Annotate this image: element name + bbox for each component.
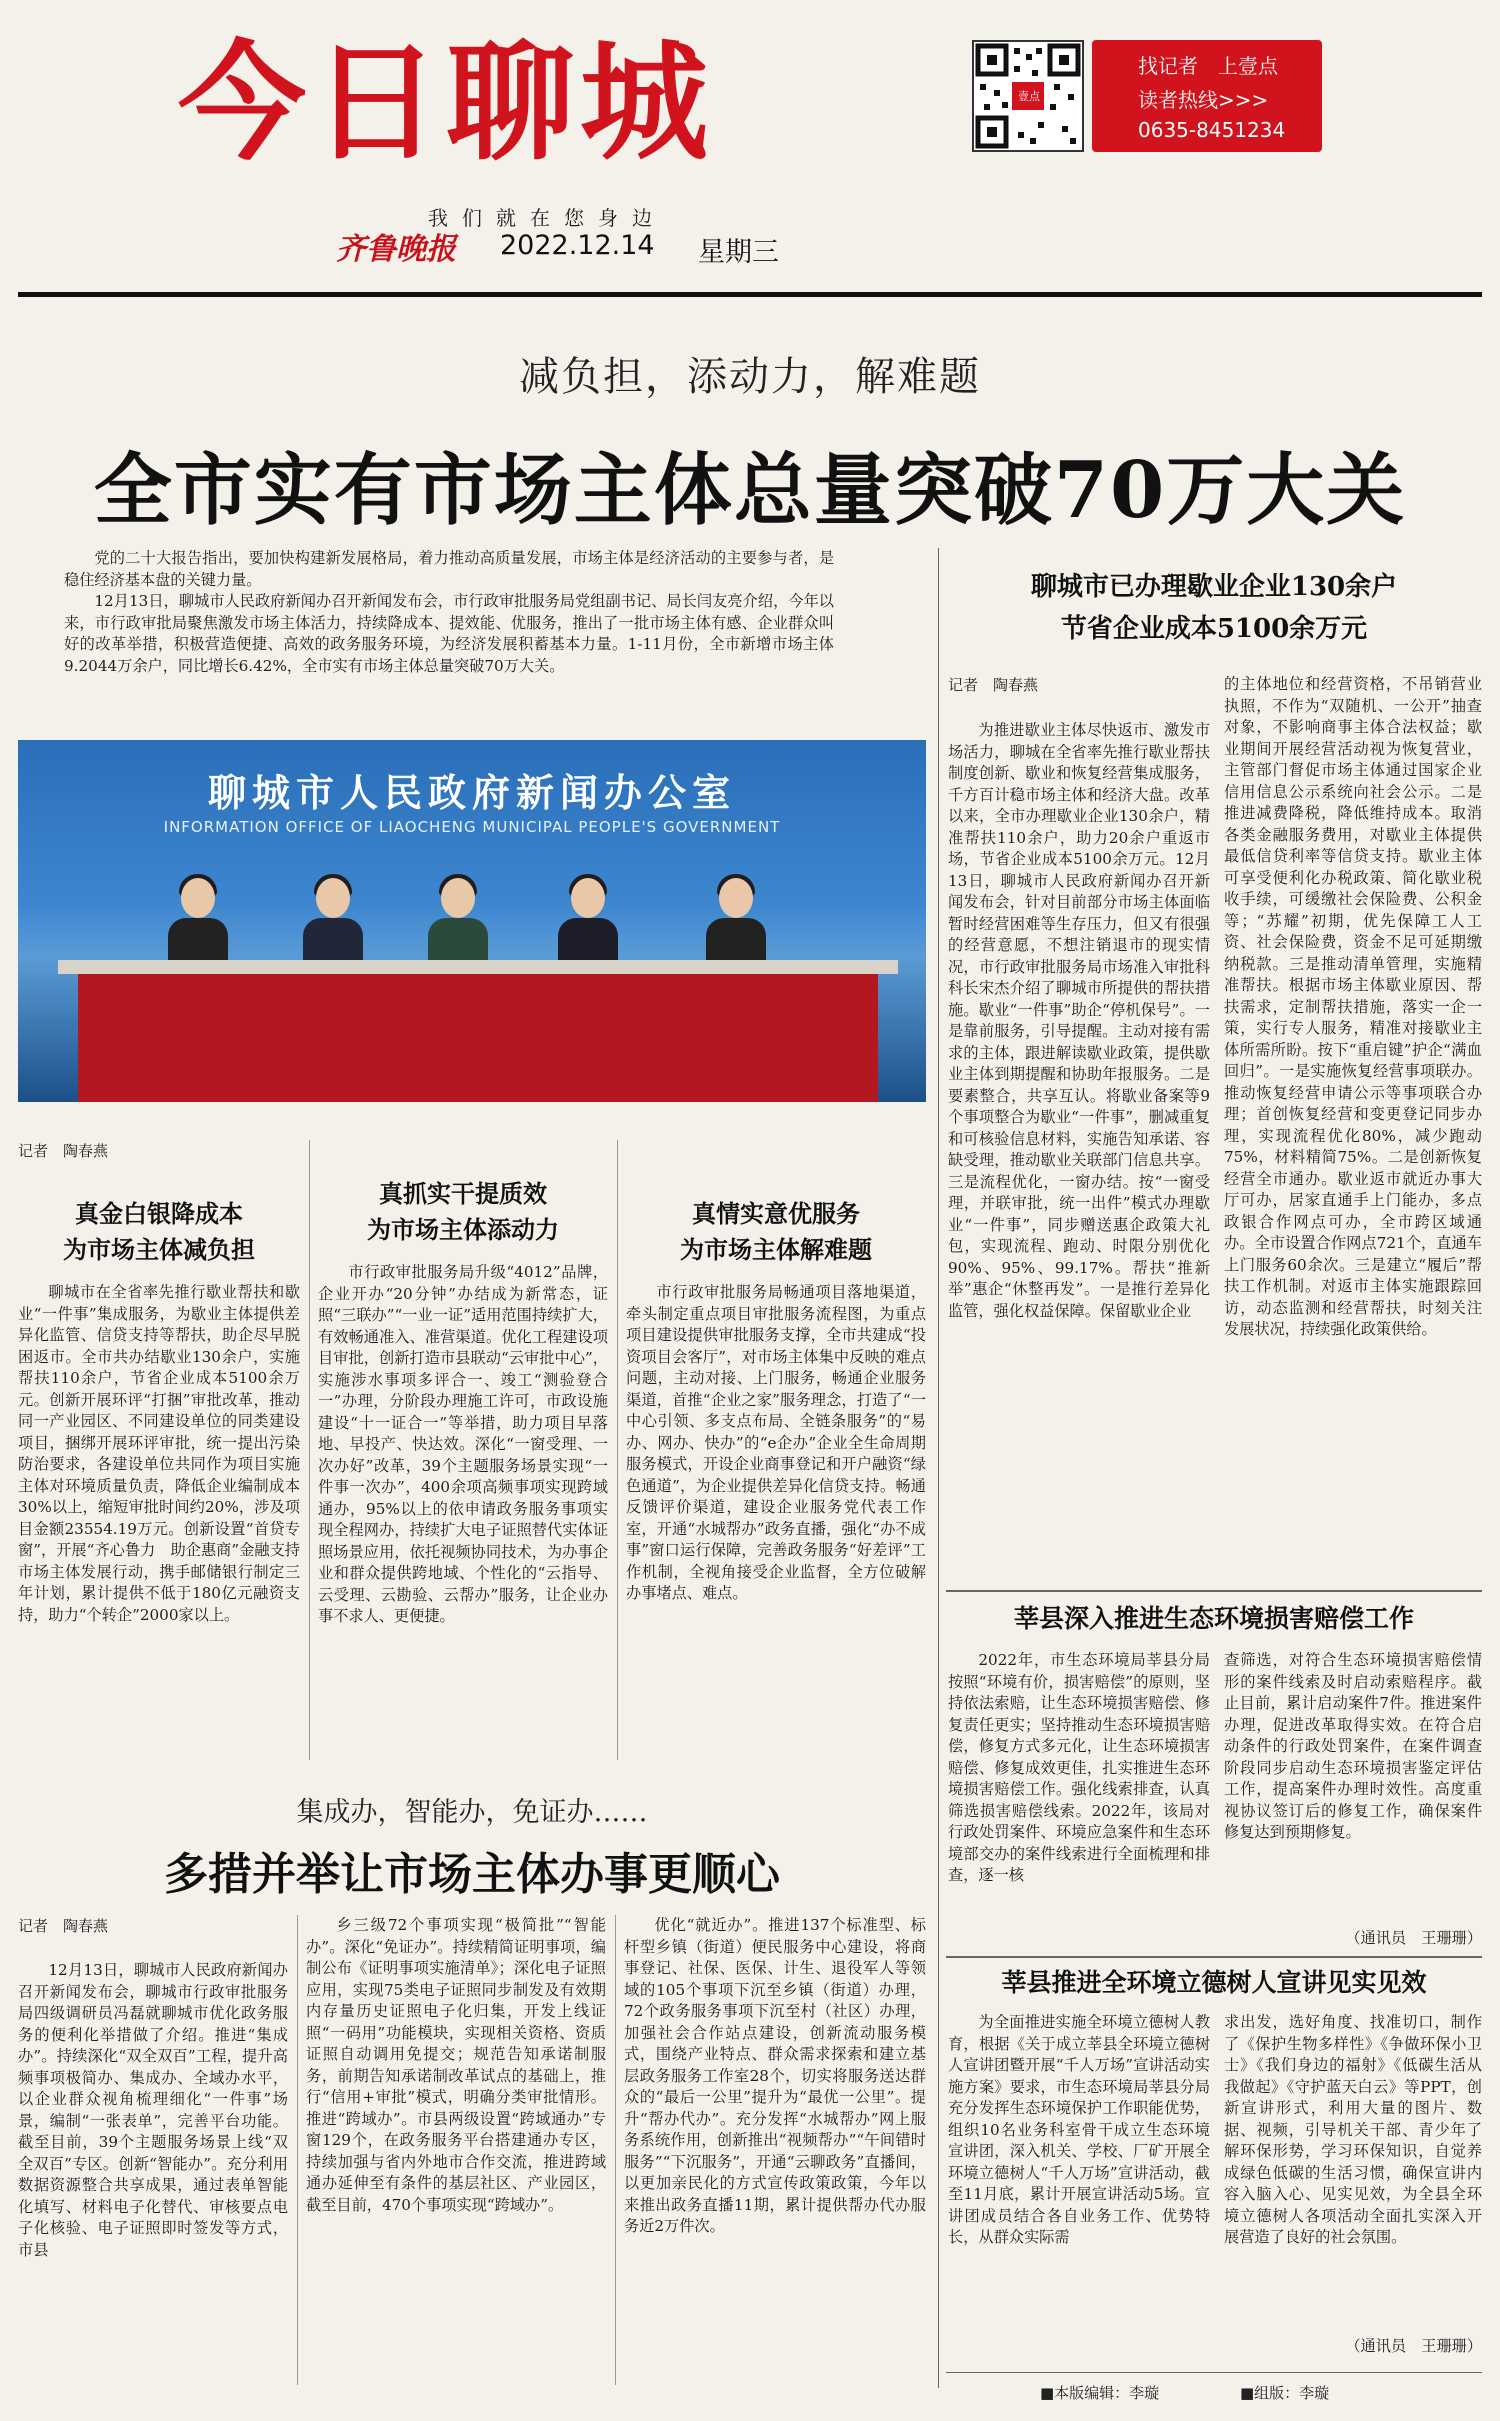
col1-headline bbox=[18, 1196, 300, 1268]
masthead-rule bbox=[18, 292, 1482, 297]
col3-paragraph: 市行政审批服务局畅通项目落地渠道，牵头制定重点项目审批服务流程图，为重点项目建设提供审批服务支撑，全市共建成“投资项目会客厅”，对市场主体集中反映的难点问题，主动对接、上门服务，畅通企业服务渠道，首推“企业之家”服务理念，打造了“一中心引领、多支点布局、全链条服务”的“易办、网办、快办”的“e企办”企业全生命周期服务模式，开设企业商事登记和开户融资“绿色通道”，为企业提供差异化信贷支持。畅通反馈评价渠道，建设企业服务党代表工作室，开通“水城帮办”政务直播，强化“办不成事”窗口运行保障，完善政务服务“好差评”工作机制，全视角接受企业监督，全方位破解办事堵点、难点。 bbox=[626, 1283, 926, 1602]
col1-paragraph: 聊城市在全省率先推行歇业帮扶和歇业“一件事”集成服务，为歇业主体提供差异化监管、信贷支持等帮扶，助企尽早脱困返市。全市共办结歇业130余户，实施帮扶110余户，节省企业成本5100余万元。创新开展环评“打捆”审批改革，推动同一产业园区、不同建设单位的同类建设项目，捆绑开展环评审批，统一提出污染防治要求，各建设单位共同作为项目实施主体对环境质量负责，降低企业编制成本30%以上，缩短审批时间约20%，涉及项目金额23554.19万元。创新设置“首贷专窗”，开展“齐心鲁力 助企惠商”金融支持市场主体发展行动，携手邮储银行制定三年计划，累计提供不低于180亿元融资支持，助力“个转企”2000家以上。 bbox=[18, 1283, 300, 1624]
contact-phone[interactable]: 0635-8451234 bbox=[1138, 118, 1286, 142]
second-col1-text bbox=[18, 1960, 288, 2261]
right-column-divider bbox=[938, 548, 939, 2388]
col2-paragraph: 市行政审批服务局升级“4012”品牌，企业开办“20分钟”办结成为新常态，证照“三联办”“一业一证”适用范围持续扩大，有效畅通准入、准营渠道。优化工程建设项目审批，创新打造市县联动“云审批中心”，实施涉水事项多评合一、竣工“测验登合一”办理，分阶段办理施工许可，市政设施建设“十一证合一”等举措，助力项目早落地、早投产、快达效。深化“一窗受理、一次办好”改革，39个主题服务场景实现“一件事一次办”，400余项高频事项实现跨域通办，95%以上的依申请政务服务事项实现全程网办，持续扩大电子证照替代实体证照场景应用，依托视频协同技术，为办事企业和群众提供跨地域、个性化的“云指导、云受理、云勘验、云帮办”服务，让企业办事不求人、更便捷。 bbox=[318, 1263, 608, 1625]
right-col2-text bbox=[1224, 674, 1482, 1341]
table-top bbox=[58, 960, 898, 974]
second-col2-paragraph: 乡三级72个事项实现“极简批”“智能办”。深化“免证办”。持续精简证明事项，编制公布《证明事项实施清单》；深化电子证照应用，实现75类电子证照同步制发及有效期内存量历史证照电子化归集，开发上线证照“一码用”功能模块，实现相关资格、资质证照自动调用免提交；规范告知承诺制服务，前期告知承诺制改革试点的基础上，推行“信用+审批”模式，明确分类审批情形。推进“跨域办”。市县两级设置“跨域通办”专窗129个，在政务服务平台搭建通办专区，持续加强与省内外地市合作交流，推进跨域通办延伸至有条件的基层社区、产业园区，截至目前，470个事项实现“跨域办”。 bbox=[306, 1916, 606, 2214]
issue-weekday: 星期三 bbox=[698, 237, 779, 268]
second-kicker: 集成办，智能办，免证办…… bbox=[296, 1797, 648, 1828]
second-headline: 多措并举让市场主体办事更顺心 bbox=[164, 1849, 780, 1900]
right-headline-line2: 节省企业成本5100余万元 bbox=[1060, 614, 1368, 644]
lead-headline: 全市实有市场主体总量突破70万大关 bbox=[93, 445, 1407, 536]
right-byline: 记者 陶春燕 bbox=[948, 676, 1039, 694]
second-col1-paragraph: 12月13日，聊城市人民政府新闻办召开新闻发布会，聊城市行政审批服务局四级调研员冯磊就聊城市优化政务服务的便利化举措做了介绍。推进“集成办”。持续深化“双全双百”工程，提升高频事项极简办、集成办、全域办水平，以企业群众视角梳理细化“一件事”场景，编制“一张表单”，完善平台功能。截至目前，39个主题服务场景上线“双全双百”专区。创新“智能办”。充分利用数据资源整合共享成果，通过表单智能化填写、材料电子化替代、审核要点电子化核验、电子证照即时签发等方式，市县 bbox=[18, 1961, 288, 2259]
eco-headline: 莘县深入推进生态环境损害赔偿工作 bbox=[1013, 1604, 1414, 1633]
column-divider bbox=[297, 1915, 298, 2385]
edu-col1-paragraph: 为全面推进实施全环境立德树人教育，根据《关于成立莘县全环境立德树人宣讲团暨开展“千人万场”宣讲活动实施方案》要求，市生态环境局莘县分局充分发挥生态环境保护工作职能优势，组织10名业务科室骨干成立生态环境宣讲团，深入机关、学校、厂矿开展全环境立德树人“千人万场”宣讲活动，截至11月底，累计开展宣讲活动5场。宣讲团成员结合各自业务工作、优势特长，从群众实际需 bbox=[948, 2013, 1210, 2246]
edu-credit: （通讯员 王珊珊） bbox=[1345, 2337, 1482, 2355]
masthead-title: 今日聊城 bbox=[178, 29, 715, 178]
col2-headline-line1: 真抓实干提质效 bbox=[379, 1179, 547, 1208]
column-divider bbox=[617, 1140, 618, 1760]
press-conference-photo bbox=[18, 740, 926, 1102]
contact-line-2: 读者热线>>> bbox=[1138, 88, 1269, 112]
second-byline: 记者 陶春燕 bbox=[18, 1917, 109, 1935]
eco-col2-paragraph: 查筛选，对符合生态环境损害赔偿情形的案件线索及时启动索赔程序。截止目前，累计启动案件7件。推进案件办理，促进改革取得实效。在符合启动条件的行政处罚案件，在案件调查阶段同步启动生态环境损害鉴定评估工作，提高案件办理时效性。高度重视协议签订后的修复工作，确保案件修复达到预期修复。 bbox=[1224, 1651, 1482, 1841]
right-col1-paragraph: 为推进歇业主体尽快返市、激发市场活力，聊城在全省率先推行歇业帮扶制度创新、歇业和恢复经营集成服务，千方百计稳市场主体和经济大盘。改革以来，全市办理歇业企业130余户，精准帮扶110余户，助力20余户重返市场，节省企业成本5100余万元。12月13日，聊城市人民政府新闻办召开新闻发布会，针对目前部分市场主体面临暂时经营困难等生存压力，但又有很强的经营意愿，不想注销退市的现实情况，市行政审批服务局市场准入审批科科长宋杰介绍了聊城市所提供的帮扶措施。歇业“一件事”助企“停机保号”。一是靠前服务，引导提醒。主动对接有需求的主体，跟进解读歇业政策，提供歇业主体到期提醒和协助年报服务。二是要素整合，共享互认。将歇业备案等9个事项整合为歇业“一件事”，删减重复和可核验信息材料，实施告知承诺、容缺受理，推动歇业关联部门信息共享。三是流程优化，一窗办结。按“一窗受理，并联审批，统一出件”模式办理歇业“一件事”，同步赠送惠企政策大礼包，实现流程、跑动、时限分别优化90%、95%、99.17%。帮扶“推新举”惠企“休整再发”。一是推行差异化监管，强化权益保障。保留歇业企业 bbox=[948, 721, 1210, 1320]
eco-col1-paragraph: 2022年，市生态环境局莘县分局按照“环境有价，损害赔偿”的原则，坚持依法索赔，让生态环境损害赔偿、修复责任更实；坚持推动生态环境损害赔偿，修复方式多元化，让生态环境损害赔偿、修复成效更佳，扎实推进生态环境损害赔偿工作。强化线索排查，认真筛选损害赔偿线索。2022年，该局对行政处罚案件、环境应急案件和生态环境部交办的案件线索进行全面梳理和排查，逐一核 bbox=[948, 1651, 1210, 1884]
lead-intro-p1: 党的二十大报告指出，要加快构建新发展格局，着力推动高质量发展，市场主体是经济活动的主要参与者，是稳住经济基本盘的关键力量。 bbox=[64, 549, 834, 589]
footer-rule bbox=[946, 2372, 1482, 2373]
lead-intro-p2: 12月13日，聊城市人民政府新闻办召开新闻发布会，市行政审批服务局党组副书记、局长闫友亮介绍，今年以来，市行政审批局聚焦激发市场主体活力，持续降成本、提效能、优服务，推出了一批市场主体有感、企业群众叫好的改革举措，积极营造便捷、高效的政务服务环境，为经济发展积蓄基本力量。1-11月份，全市新增市场主体9.2044万余户，同比增长6.42%，全市实有市场主体总量突破70万大关。 bbox=[64, 592, 834, 675]
contact-line-1: 找记者 上壹点 bbox=[1138, 54, 1278, 78]
qr-code[interactable] bbox=[972, 40, 1084, 152]
column-divider bbox=[615, 1915, 616, 2385]
edu-headline: 莘县推进全环境立德树人宣讲见实见效 bbox=[1001, 1968, 1427, 1997]
section-rule bbox=[946, 1590, 1482, 1592]
col3-headline bbox=[626, 1196, 926, 1268]
lead-kicker: 减负担，添动力，解难题 bbox=[519, 354, 981, 400]
qr-caption: 壹点 bbox=[1018, 90, 1040, 103]
slogan: 我们就在您身边 bbox=[428, 206, 666, 230]
second-col2-text bbox=[306, 1915, 606, 2216]
column-divider bbox=[309, 1140, 310, 1760]
col1-text bbox=[18, 1282, 300, 1626]
lead-byline: 记者 陶春燕 bbox=[18, 1142, 109, 1160]
eco-col1-text bbox=[948, 1650, 1210, 1887]
second-col3-text bbox=[624, 1915, 926, 2238]
col1-headline-line2: 为市场主体减负担 bbox=[63, 1235, 255, 1264]
edu-col2-paragraph: 求出发，选好角度、找准切口，制作了《保护生物多样性》《争做环保小卫士》《我们身边的福射》《低碳生活从我做起》《守护蓝天白云》等PPT，创新宣讲形式，利用大量的图片、数据、视频，引导机关干部、青少年了解环保形势，学习环保知识，自觉养成绿色低碳的生活习惯，确保宣讲内容入脑入心、见实见效，为全县全环境立德树人各项活动全面扎实深入开展营造了良好的社会氛围。 bbox=[1224, 2013, 1482, 2246]
issue-date: 2022.12.14 bbox=[500, 230, 655, 261]
col3-headline-line1: 真情实意优服务 bbox=[692, 1199, 860, 1228]
eco-credit: （通讯员 王珊珊） bbox=[1345, 1929, 1482, 1947]
edu-col1-text bbox=[948, 2012, 1210, 2249]
col3-headline-line2: 为市场主体解难题 bbox=[680, 1235, 872, 1264]
col2-text bbox=[318, 1262, 608, 1628]
footer-layout: ■组版：李璇 bbox=[1240, 2384, 1330, 2402]
col2-headline-line2: 为市场主体添动力 bbox=[367, 1215, 559, 1244]
photo-banner-title: 聊城市人民政府新闻办公室 bbox=[207, 771, 736, 815]
right-col2-paragraph: 的主体地位和经营资格，不吊销营业执照，不作为“双随机、一公开”抽查对象，不影响商事主体合法权益；歇业期间开展经营活动视为恢复营业，主管部门督促市场主体通过国家企业信用信息公示系统向社会公示。二是推进减费降税，降低维持成本。取消各类金融服务费用，对歇业主体提供最低信贷利率等信贷支持。歇业主体可享受便利化办税政策、简化歇业税收手续，可缓缴社会保险费、公积金等；“苏耀”初期，优先保障工人工资、社会保险费，资金不足可延期缴纳税款。三是推动清单管理，实施精准帮扶。根据市场主体歇业原因、帮扶需求，定制帮扶措施，落实一企一策，实行专人服务，精准对接歇业主体所需所盼。按下“重启键”护企“满血回归”。一是实施恢复经营事项联办。推动恢复经营申请公示等事项联合办理；首创恢复经营和变更登记同步办理，实现流程优化80%，减少跑动75%，材料精简75%。二是创新恢复经营全市通办。歇业返市就近办事大厅可办，居家直通手上门能办，多点政银合作网点可办，全市跨区域通办。全市设置合作网点721个，直通车上门服务60余次。三是建立“履后”帮扶工作机制。对返市主体实施跟踪回访，动态监测和经营帮扶，时刻关注发展状况，持续强化政策供给。 bbox=[1224, 675, 1482, 1338]
col1-headline-line1: 真金白银降成本 bbox=[75, 1199, 243, 1228]
contact-box bbox=[1092, 40, 1322, 152]
right-headline bbox=[946, 566, 1482, 650]
lead-intro bbox=[64, 548, 834, 677]
col2-headline bbox=[318, 1176, 608, 1248]
right-headline-line1: 聊城市已办理歇业企业130余户 bbox=[1030, 572, 1398, 602]
conference-table bbox=[78, 968, 878, 1102]
footer-editor: ■本版编辑：李璇 bbox=[1040, 2384, 1160, 2402]
photo-banner-en: INFORMATION OFFICE OF LIAOCHENG MUNICIPAL PEOPLE'S GOVERNMENT bbox=[163, 818, 781, 836]
second-col3-paragraph: 优化“就近办”。推进137个标准型、标杆型乡镇（街道）便民服务中心建设，将商事登记、社保、医保、计生、退役军人等领域的105个事项下沉至乡镇（街道）办理，72个政务服务事项下沉至村（社区）办理，加强社会合作站点建设，创新流动服务模式，围绕产业特点、群众需求探索和建立基层政务服务工作室28个，切实将服务送达群众的“最后一公里”提升为“最优一公里”。提升“帮办代办”。充分发挥“水城帮办”网上服务系统作用，创新推出“视频帮办”“午间错时服务”“下沉服务”，开通“云聊政务”直播间，以更加亲民化的方式宣传政策政策，今年以来推出政务直播11期，累计提供帮办代办服务近2万件次。 bbox=[624, 1916, 926, 2235]
col3-text bbox=[626, 1282, 926, 1605]
brand-logo: 齐鲁晚报 bbox=[336, 232, 456, 267]
right-col1-text bbox=[948, 720, 1210, 1322]
eco-col2-text bbox=[1224, 1650, 1482, 1844]
edu-col2-text bbox=[1224, 2012, 1482, 2249]
section-rule bbox=[946, 1956, 1482, 1958]
